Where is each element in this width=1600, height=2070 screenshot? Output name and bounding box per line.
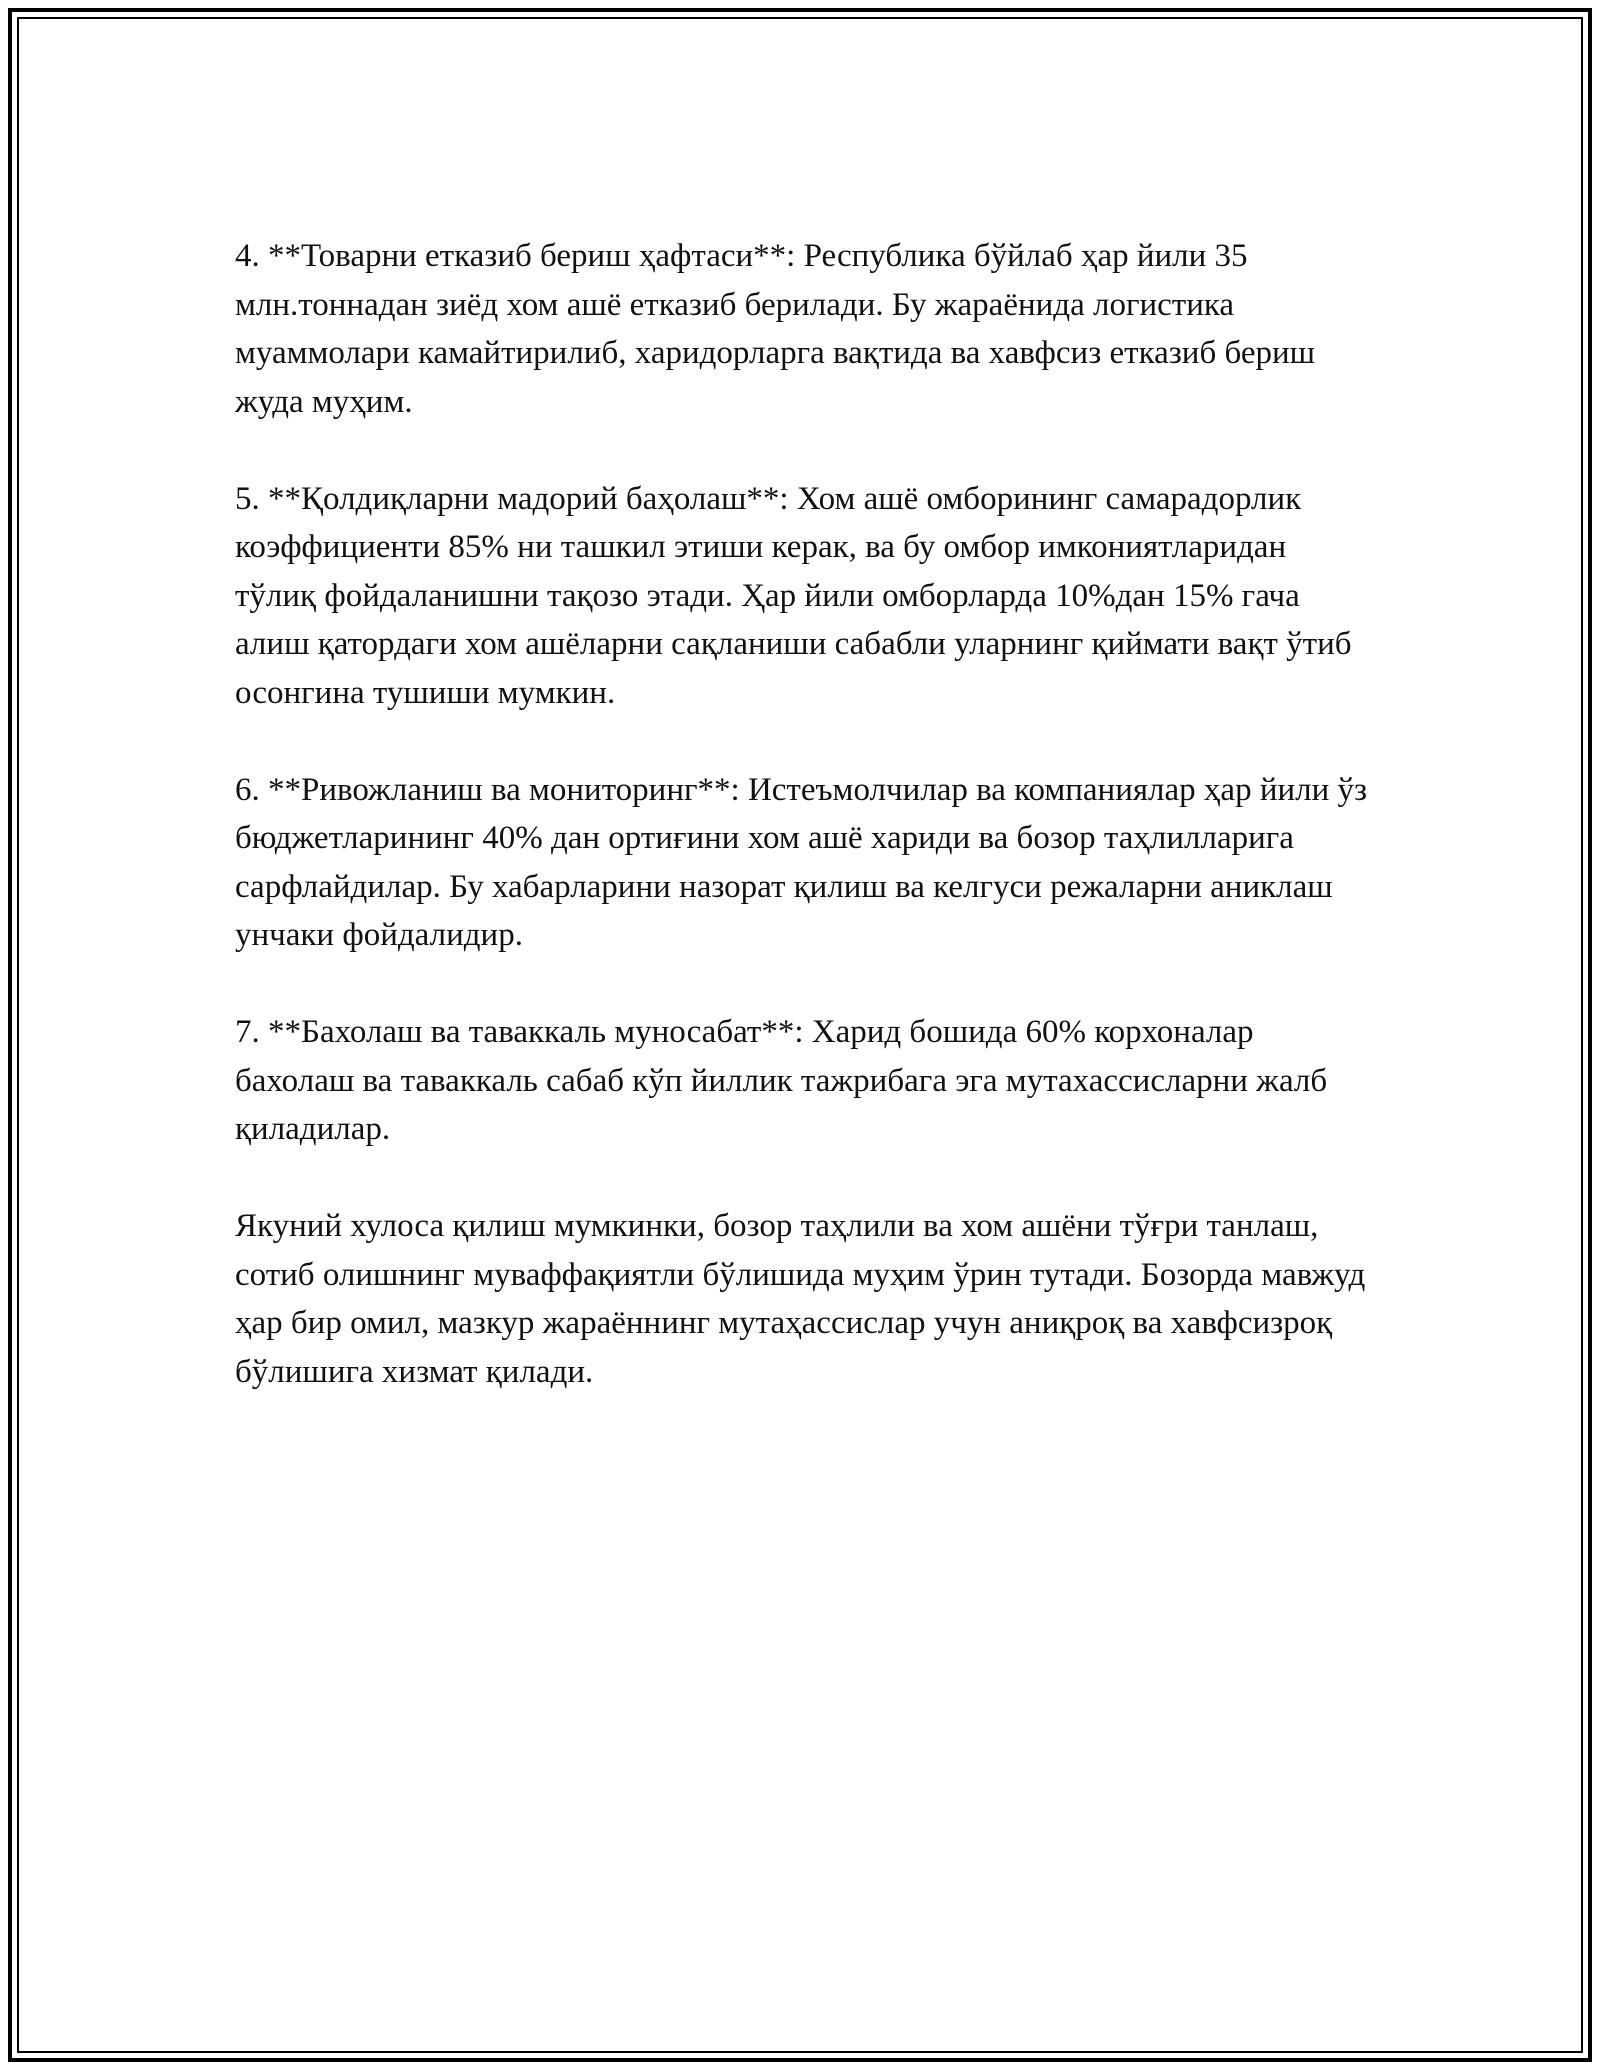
paragraph-item-6: 6. **Ривожланиш ва мониторинг**: Истеъмолчилар ва компаниялар ҳар йили ўз бюджетларининг 40% дан ортиғини хом ашё хариди ва бозор таҳлилларига сарфлайдилар. Бу хабарларини назорат қилиш ва келгуси режаларни аниклаш унчаки фойдалидир. — [235, 771, 1368, 953]
paragraph-item-4: 4. **Товарни етказиб бериш ҳафтаси**: Республика бўйлаб ҳар йили 35 млн.тоннадан зиёд хом ашё етказиб берилади. Бу жараёнида логистика муаммолари камайтирилиб, харидорларга вақтида ва хавфсиз етказиб бериш жуда муҳим. — [235, 238, 1316, 420]
paragraph-item-7: 7. **Бахолаш ва таваккаль муносабат**: Харид бошида 60% корхоналар бахолаш ва таваккаль сабаб кўп йиллик тажрибага эга мутахассисларни жалб қиладилар. — [235, 1014, 1328, 1147]
document-body — [235, 232, 1375, 1445]
conclusion-paragraph: Якуний хулоса қилиш мумкинки, бозор таҳлили ва хом ашёни тўғри танлаш, сотиб олишнинг муваффақиятли бўлишида муҳим ўрин тутади. Бозорда мавжуд ҳар бир омил, мазкур жараённинг мутаҳассислар учун аниқроқ ва хавфсизроқ бўлишига хизмат қилади. — [235, 1208, 1366, 1390]
paragraph-item-5: 5. **Қолдиқларни мадорий баҳолаш**: Хом ашё омборининг самарадорлик коэффициенти 85% ни ташкил этиши керак, ва бу омбор имкониятларидан тўлиқ фойдаланишни тақозо этади. Ҳар йили омборларда 10%дан 15% гача алиш қатордаги хом ашёларни сақланиши сабабли уларнинг қиймати вақт ўтиб осонгина тушиши мумкин. — [235, 480, 1352, 711]
